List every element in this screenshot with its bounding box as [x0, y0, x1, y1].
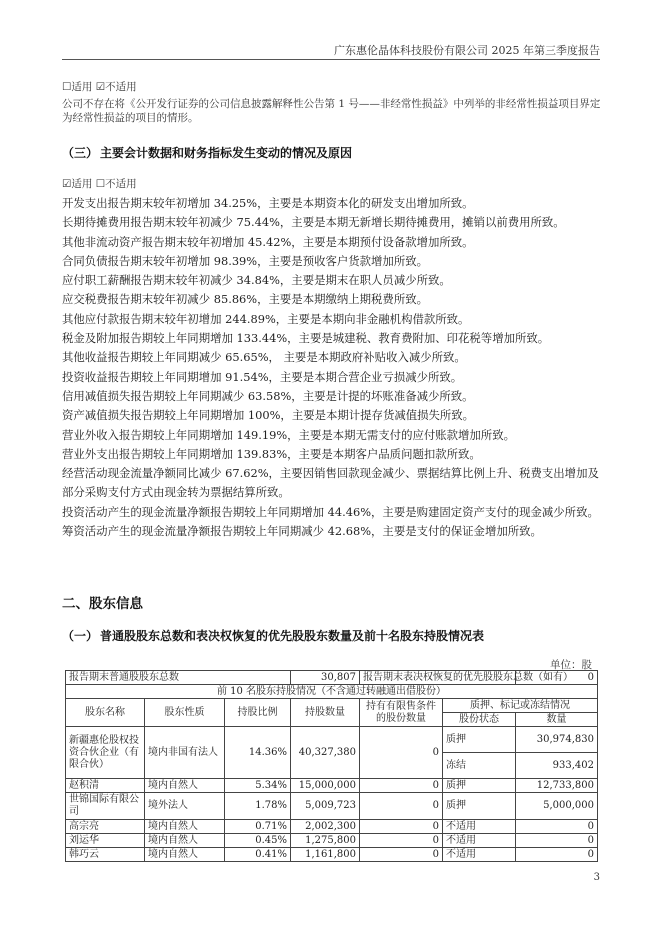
section2-sub-title: 普通股股东总数和表决权恢复的优先股股东数量及前十名股东持股情况表 [100, 629, 485, 643]
shareholder-restricted: 0 [360, 834, 443, 848]
header-pledge-group: 质押、标记或冻结情况 [443, 699, 598, 713]
table-row [66, 793, 598, 820]
shareholder-name: 高宗亮 [66, 820, 145, 834]
header-quantity: 持股数量 [291, 699, 360, 727]
top10-caption-row [66, 685, 598, 699]
shareholder-nature: 境内自然人 [145, 779, 225, 793]
change-item: 合同负债报告期末较年初增加 98.39%，主要是预收客户货款增加所致。 [62, 253, 428, 268]
pledge-status: 质押 [443, 793, 516, 820]
summary-value-left: 30,807 [291, 671, 360, 685]
section2-subheading [62, 627, 484, 644]
change-item: 长期待摊费用报告期末较年初减少 75.44%，主要是本期无新增长期待摊费用，摊销以前费用所致。 [62, 215, 565, 230]
section3-title: 主要会计数据和财务指标发生变动的情况及原因 [100, 146, 353, 160]
shareholder-ratio: 14.36% [225, 727, 291, 779]
shareholder-name: 新疆惠伦股权投资合伙企业（有限合伙） [66, 727, 145, 779]
table-row [66, 727, 598, 753]
shareholder-nature: 境内非国有法人 [145, 727, 225, 779]
change-item: 其他非流动资产报告期末较年初增加 45.42%，主要是本期预付设备款增加所致。 [62, 234, 474, 249]
table-row [66, 848, 598, 862]
nonrecurring-checkbox-line: ☐适用 ☑不适用 [62, 81, 137, 93]
header-ratio: 持股比例 [225, 699, 291, 727]
pledge-status: 质押 [443, 727, 516, 753]
section3-number: （三） [62, 146, 99, 160]
header-pledge-status: 股份状态 [443, 713, 516, 727]
pledge-quantity: 30,974,830 [516, 727, 598, 753]
change-item: 资产减值损失报告期较上年同期增加 100%，主要是本期计提存货减值损失所致。 [62, 408, 475, 423]
pledge-quantity: 0 [516, 834, 598, 848]
page-number: 3 [593, 872, 600, 883]
shareholder-ratio: 1.78% [225, 793, 291, 820]
change-item: 信用减值损失报告期较上年同期减少 63.58%，主要是计提的坏账准备减少所致。 [62, 388, 474, 403]
shareholder-ratio: 0.45% [225, 834, 291, 848]
header-pledge-quantity: 数量 [516, 713, 598, 727]
header-nature: 股东性质 [145, 699, 225, 727]
section3-heading [62, 144, 352, 161]
pledge-status: 不适用 [443, 848, 516, 862]
top10-caption: 前 10 名股东持股情况（不含通过转融通出借股份） [66, 685, 598, 699]
shareholder-quantity: 40,327,380 [291, 727, 360, 779]
change-item: 开发支出报告期末较年初增加 34.25%，主要是本期资本化的研发支出增加所致。 [62, 196, 474, 210]
shareholder-quantity: 2,002,300 [291, 820, 360, 834]
change-item: 其他收益报告期较上年同期减少 65.65%， 主要是本期政府补贴收入减少所致。 [62, 350, 466, 365]
pledge-status: 不适用 [443, 820, 516, 834]
shareholder-restricted: 0 [360, 779, 443, 793]
pledge-status: 不适用 [443, 834, 516, 848]
section3-checkbox-line: ☑适用 ☐不适用 [62, 178, 137, 190]
change-item: 投资收益报告期较上年同期增加 91.54%，主要是本期合营企业亏损减少所致。 [62, 369, 463, 384]
shareholder-quantity: 1,161,800 [291, 848, 360, 862]
pledge-quantity: 5,000,000 [516, 793, 598, 820]
summary-value-right: 0 [516, 671, 598, 685]
page-header: 广东惠伦晶体科技股份有限公司 2025 年第三季度报告 [334, 44, 600, 57]
shareholder-restricted: 0 [360, 727, 443, 779]
table-header-row [66, 699, 598, 713]
summary-row [66, 671, 598, 685]
shareholder-nature: 境内自然人 [145, 848, 225, 862]
table-row [66, 820, 598, 834]
shareholder-restricted: 0 [360, 820, 443, 834]
pledge-status: 质押 [443, 779, 516, 793]
section2-title: 二、股东信息 [62, 596, 143, 612]
header-name: 股东名称 [66, 699, 145, 727]
summary-label-left: 报告期末普通股股东总数 [66, 671, 291, 685]
shareholder-ratio: 0.41% [225, 848, 291, 862]
pledge-quantity: 0 [516, 848, 598, 862]
shareholder-name: 刘运华 [66, 834, 145, 848]
shareholder-name: 赵积清 [66, 779, 145, 793]
change-item: 其他应付款报告期末较年初增加 244.89%，主要是本期向非金融机构借款所致。 [62, 311, 470, 326]
shareholder-nature: 境内自然人 [145, 820, 225, 834]
table-row [66, 779, 598, 793]
shareholder-quantity: 15,000,000 [291, 779, 360, 793]
unit-label: 单位：股 [550, 659, 592, 671]
shareholder-nature: 境内自然人 [145, 834, 225, 848]
change-item: 应付职工薪酬报告期末较年初减少 34.84%，主要是期末在职人员减少所致。 [62, 273, 451, 288]
change-item: 筹资活动产生的现金流量净额报告期较上年同期减少 42.68%，主要是支付的保证金增加所致。 [62, 524, 542, 539]
changes-paragraphs [62, 194, 602, 541]
header-restricted: 持有有限售条件的股份数量 [360, 699, 443, 727]
pledge-quantity: 933,402 [516, 753, 598, 779]
shareholder-quantity: 1,275,800 [291, 834, 360, 848]
shareholder-restricted: 0 [360, 793, 443, 820]
change-item: 营业外收入报告期较上年同期增加 149.19%，主要是本期无需支付的应付账款增加所致。 [62, 427, 515, 442]
change-item: 税金及附加报告期较上年同期增加 133.44%，主要是城建税、教育费附加、印花税等增加所致。 [62, 331, 550, 346]
shareholder-name: 世锦国际有限公司 [66, 793, 145, 820]
shareholder-restricted: 0 [360, 848, 443, 862]
change-item: 经营活动现金流量净额同比减少 67.62%，主要因销售回款现金减少、票据结算比例上升、税费支出增加及部分采购支付方式由现金转为票据结算所致。 [62, 466, 599, 500]
section2-sub-number: （一） [62, 629, 99, 643]
pledge-quantity: 12,733,800 [516, 779, 598, 793]
change-item: 营业外支出报告期较上年同期增加 139.83%，主要是本期客户品质问题扣款所致。 [62, 446, 481, 461]
pledge-quantity: 0 [516, 820, 598, 834]
shareholder-nature: 境外法人 [145, 793, 225, 820]
nonrecurring-note: 公司不存在将《公开发行证券的公司信息披露解释性公告第 1 号——非经常性损益》中列举的非经常性损益项目界定为经常性损益的项目的情形。 [62, 98, 601, 124]
change-item: 应交税费报告期末较年初减少 85.86%，主要是本期缴纳上期税费所致。 [62, 292, 428, 307]
header-divider [62, 59, 600, 60]
shareholder-quantity: 5,009,723 [291, 793, 360, 820]
change-item: 投资活动产生的现金流量净额报告期较上年同期增加 44.46%，主要是购建固定资产支付的现金减少所致。 [62, 504, 599, 519]
shareholder-ratio: 0.71% [225, 820, 291, 834]
shareholder-name: 韩巧云 [66, 848, 145, 862]
shareholder-ratio: 5.34% [225, 779, 291, 793]
table-row [66, 834, 598, 848]
shareholder-table [65, 670, 598, 862]
summary-label-right: 报告期末表决权恢复的优先股股东总数（如有） [360, 671, 516, 685]
pledge-status: 冻结 [443, 753, 516, 779]
